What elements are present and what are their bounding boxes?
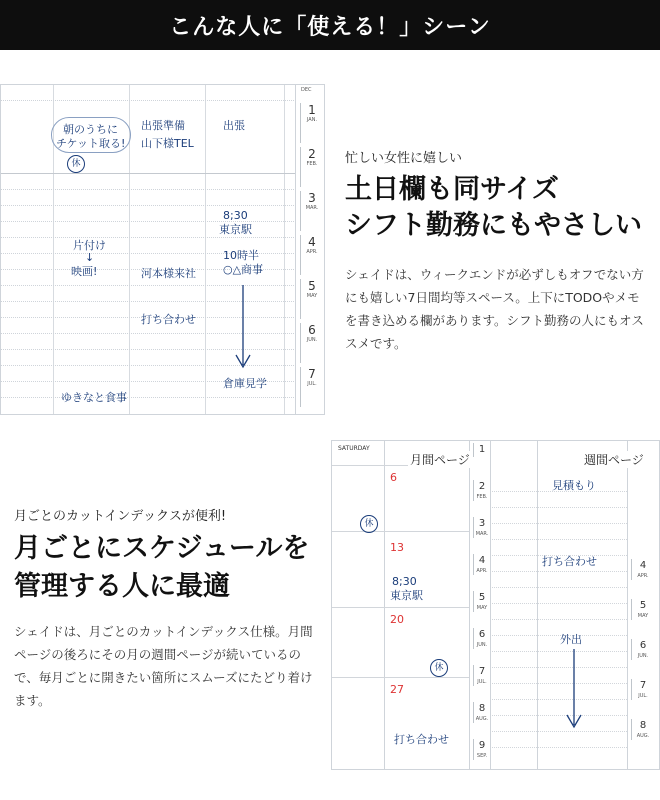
month-tab-label: JUL. (477, 679, 487, 685)
month-tab-number: 5 (639, 600, 647, 611)
month-tab (473, 591, 490, 612)
weekly-planner-image (0, 84, 325, 415)
note-asa: 朝のうちに (63, 123, 118, 136)
dotted-line (492, 651, 627, 652)
month-tab-label: AUG. (636, 733, 650, 739)
note-mitsumori: 見積もり (552, 479, 596, 492)
section2-headline-line2: 管理する人に最適 (14, 571, 230, 602)
note-uchiawase: 打ち合わせ (394, 733, 449, 746)
month-tab-label: JUL. (307, 381, 317, 387)
holiday-mark: 休 (430, 659, 448, 677)
month-tab-number: 8 (639, 720, 647, 731)
month-tab-label: JUN. (476, 642, 488, 648)
month-tab-number: 3 (308, 191, 316, 205)
dotted-line (1, 100, 296, 101)
date-27: 27 (390, 683, 404, 696)
dotted-line (492, 667, 627, 668)
note-ten: 10時半 (223, 249, 259, 262)
month-tab-label: MAY (637, 613, 649, 619)
month-index-tabs (295, 85, 324, 415)
note-shutcho-junbi: 出張準備 (141, 119, 185, 132)
column-divider (469, 441, 470, 769)
dotted-line (1, 221, 296, 222)
month-tab-number: 4 (478, 555, 486, 566)
section2-body: シェイドは、月ごとのカットインデックス仕様。月間ページの後ろにその月の週間ページが続いているので、毎月ごとに開きたい箇所にスムーズにたどり着けます。 (14, 624, 313, 708)
note-soko: 倉庫見学 (223, 377, 267, 390)
dotted-line (492, 507, 627, 508)
month-tab-number: 4 (639, 560, 647, 571)
month-tab-number: 7 (478, 666, 486, 677)
note-uchiawase: 打ち合わせ (141, 313, 196, 326)
dotted-line (492, 699, 627, 700)
note-shoji: ○△商事 (223, 263, 264, 276)
month-tab (473, 739, 490, 760)
month-tab (631, 559, 654, 580)
row-line (332, 677, 469, 678)
month-tab-number: 6 (478, 629, 486, 640)
dotted-line (492, 731, 627, 732)
month-tab (300, 147, 323, 187)
dotted-line (492, 523, 627, 524)
month-tab (473, 517, 490, 538)
month-tab (631, 719, 654, 740)
section1-headline-line2: シフト勤務にもやさしい (345, 210, 642, 241)
row-divider (1, 173, 296, 174)
section2-headline (14, 530, 309, 606)
month-tab-number: 9 (478, 740, 486, 751)
banner-title: こんな人に「使える！」シーン (169, 14, 491, 40)
month-tab-label: AUG. (475, 716, 489, 722)
page-gutter (490, 441, 491, 769)
date-6: 6 (390, 471, 397, 484)
note-tokyo: 東京駅 (219, 223, 252, 236)
month-tab (300, 279, 323, 319)
month-tab (473, 665, 490, 686)
note-uchiawase2: 打ち合わせ (542, 555, 597, 568)
month-tab-number: 7 (639, 680, 647, 691)
note-circle (51, 117, 131, 153)
month-tab (300, 323, 323, 363)
section1-headline-line1: 土日欄も同サイズ (345, 174, 559, 205)
note-time: 8;30 (223, 209, 248, 222)
month-tab-number: 4 (308, 235, 316, 249)
month-tab-number: 5 (478, 592, 486, 603)
month-tab (300, 235, 323, 275)
month-tab (631, 639, 654, 660)
month-tab (631, 679, 654, 700)
month-tab-number: 6 (639, 640, 647, 651)
month-tab (473, 702, 490, 723)
note-shutcho: 出張 (223, 119, 245, 132)
monthly-weekly-planner-image (331, 440, 660, 770)
label-monthly-page: 月間ページ (410, 453, 470, 467)
dotted-line (1, 205, 296, 206)
saturday-header: SATURDAY (338, 445, 370, 452)
month-tab (300, 367, 323, 407)
dotted-line (492, 587, 627, 588)
month-tab-number: 7 (308, 367, 316, 381)
header-banner (0, 0, 660, 50)
month-tab-number: 2 (478, 481, 486, 492)
month-tab-number: 1 (308, 103, 316, 117)
month-tab-label: JUN. (306, 337, 318, 343)
section1-lead: 忙しい女性に嬉しい (345, 151, 463, 166)
date-20: 20 (390, 613, 404, 626)
note-kawamoto: 河本様来社 (141, 267, 196, 280)
month-tab-label: JUN. (637, 653, 649, 659)
note-ticket: チケット取る! (56, 137, 126, 150)
month-tab (473, 443, 490, 457)
tab-top-label: DEC (301, 87, 312, 93)
month-tab-label: SEP. (476, 753, 488, 759)
month-tab-label: MAR. (475, 531, 489, 537)
month-tab-number: 8 (478, 703, 486, 714)
section2-lead: 月ごとのカットインデックスが便利! (14, 509, 227, 524)
month-tab-label: JUL. (638, 693, 648, 699)
month-tab (473, 554, 490, 575)
month-tab-label: JAN. (306, 117, 318, 123)
month-tab-label: APR. (637, 573, 649, 579)
dotted-line (1, 189, 296, 190)
section1-body: シェイドは、ウィークエンドが必ずしもオフでない方にも嬉しい7日間均等スペース。上下にTODOやメモを書き込める欄があります。シフト勤務の人にもオススメです。 (345, 267, 644, 351)
month-tab-number: 6 (308, 323, 316, 337)
note-yukina: ゆきなと食事 (61, 391, 127, 404)
note-katazuke: 片付け (73, 239, 106, 252)
section1-headline (345, 172, 642, 244)
month-tab (300, 191, 323, 231)
month-tab-number: 5 (308, 279, 316, 293)
row-line (332, 607, 469, 608)
date-13: 13 (390, 541, 404, 554)
dotted-line (1, 397, 296, 398)
month-tab-label: FEB. (306, 161, 318, 167)
note-eiga: 映画! (71, 265, 98, 278)
dotted-line (492, 619, 627, 620)
note-time: 8;30 (392, 575, 417, 588)
month-tab (473, 628, 490, 649)
arrow-down-icon (233, 285, 253, 371)
holiday-mark: 休 (360, 515, 378, 533)
month-tab-label: MAY (476, 605, 488, 611)
arrow-down-icon (564, 649, 584, 731)
column-divider (384, 441, 385, 769)
section2-headline-line1: 月ごとにスケジュールを (14, 533, 310, 564)
month-tab-label: APR. (476, 568, 488, 574)
dotted-line (492, 715, 627, 716)
label-weekly-page: 週間ページ (584, 453, 644, 467)
month-tab-label: MAY (306, 293, 318, 299)
row-line (332, 531, 469, 532)
month-tab-label: MAR. (305, 205, 319, 211)
holiday-mark: 休 (67, 155, 85, 173)
month-tab-number: 1 (478, 444, 486, 455)
dotted-line (1, 237, 296, 238)
month-tab-number: 3 (478, 518, 486, 529)
note-gaishutsu: 外出 (560, 633, 582, 646)
dotted-line (492, 683, 627, 684)
month-tab-label: APR. (306, 249, 318, 255)
month-tab-number: 2 (308, 147, 316, 161)
dotted-line (492, 603, 627, 604)
note-yamashita: 山下様TEL (141, 137, 194, 150)
dotted-line (492, 747, 627, 748)
note-arrow: ↓ (85, 251, 95, 264)
dotted-line (492, 539, 627, 540)
month-tab (473, 480, 490, 501)
month-tab (631, 599, 654, 620)
column-divider (627, 441, 628, 769)
dotted-line (492, 571, 627, 572)
note-tokyo: 東京駅 (390, 589, 423, 602)
month-tab (300, 103, 323, 143)
month-tab-label: FEB. (476, 494, 488, 500)
